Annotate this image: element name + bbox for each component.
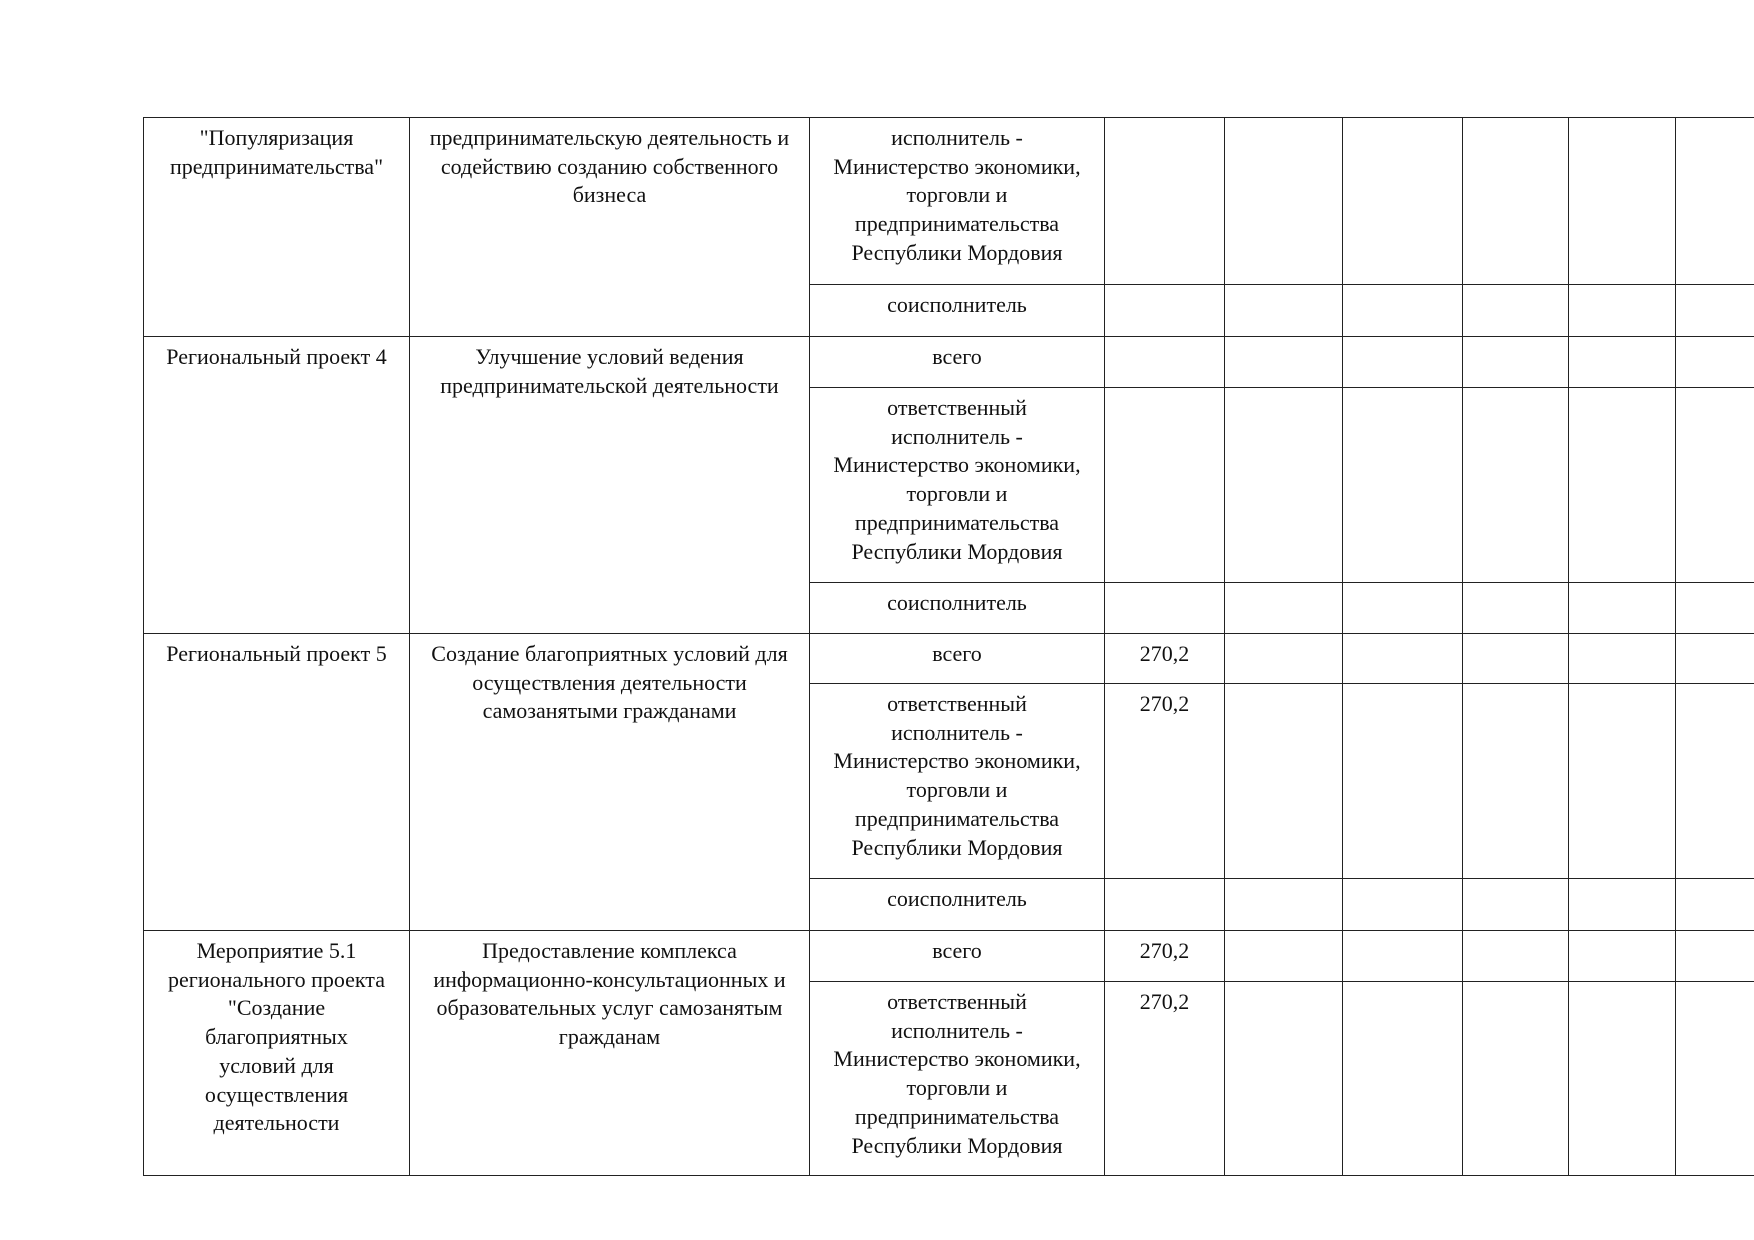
role-cell: всего xyxy=(810,337,1105,388)
empty-cell xyxy=(1343,118,1463,285)
item-name: Региональный проект 4 xyxy=(144,337,410,634)
role-cell: соисполнитель xyxy=(810,285,1105,337)
value-cell xyxy=(1105,285,1225,337)
empty-cell xyxy=(1463,634,1569,684)
empty-cell xyxy=(1225,583,1343,634)
empty-cell xyxy=(1569,388,1676,583)
item-description: Предоставление комплекса информационно-консультационных и образовательных услуг самозанятым гражданам xyxy=(410,931,810,1176)
empty-cell xyxy=(1569,583,1676,634)
empty-cell xyxy=(1463,931,1569,982)
table-row xyxy=(144,634,1754,684)
value-cell: 270,2 xyxy=(1105,982,1225,1176)
empty-cell xyxy=(1569,337,1676,388)
empty-cell xyxy=(1225,634,1343,684)
empty-cell xyxy=(1343,634,1463,684)
empty-cell xyxy=(1225,118,1343,285)
empty-cell xyxy=(1225,982,1343,1176)
empty-cell xyxy=(1569,931,1676,982)
empty-cell xyxy=(1225,879,1343,931)
table-row xyxy=(144,118,1754,285)
empty-cell xyxy=(1676,337,1754,388)
empty-cell xyxy=(1569,118,1676,285)
empty-cell xyxy=(1463,684,1569,879)
empty-cell xyxy=(1463,285,1569,337)
value-cell xyxy=(1105,388,1225,583)
item-name: "Популяризация предпринимательства" xyxy=(144,118,410,337)
budget-table xyxy=(143,117,1754,1176)
empty-cell xyxy=(1225,337,1343,388)
empty-cell xyxy=(1225,388,1343,583)
empty-cell xyxy=(1676,684,1754,879)
role-cell: ответственный исполнитель - Министерство экономики, торговли и предпринимательства Республики Мордовия xyxy=(810,982,1105,1176)
empty-cell xyxy=(1225,931,1343,982)
value-cell: 270,2 xyxy=(1105,684,1225,879)
empty-cell xyxy=(1676,583,1754,634)
empty-cell xyxy=(1463,879,1569,931)
empty-cell xyxy=(1463,337,1569,388)
empty-cell xyxy=(1676,118,1754,285)
item-description: Создание благоприятных условий для осуществления деятельности самозанятыми гражданами xyxy=(410,634,810,931)
role-cell: ответственный исполнитель - Министерство экономики, торговли и предпринимательства Республики Мордовия xyxy=(810,684,1105,879)
empty-cell xyxy=(1343,931,1463,982)
empty-cell xyxy=(1569,879,1676,931)
empty-cell xyxy=(1343,285,1463,337)
empty-cell xyxy=(1676,982,1754,1176)
role-cell: исполнитель - Министерство экономики, торговли и предпринимательства Республики Мордовия xyxy=(810,118,1105,285)
empty-cell xyxy=(1676,931,1754,982)
empty-cell xyxy=(1676,388,1754,583)
empty-cell xyxy=(1463,388,1569,583)
table-row xyxy=(144,337,1754,388)
value-cell xyxy=(1105,583,1225,634)
role-cell: ответственный исполнитель - Министерство экономики, торговли и предпринимательства Республики Мордовия xyxy=(810,388,1105,583)
role-cell: всего xyxy=(810,931,1105,982)
empty-cell xyxy=(1343,982,1463,1176)
item-name: Мероприятие 5.1 регионального проекта "Создание благоприятных условий для осуществления деятельности xyxy=(144,931,410,1176)
value-cell xyxy=(1105,118,1225,285)
value-cell: 270,2 xyxy=(1105,634,1225,684)
empty-cell xyxy=(1463,118,1569,285)
item-description: предпринимательскую деятельность и содействию созданию собственного бизнеса xyxy=(410,118,810,337)
empty-cell xyxy=(1343,388,1463,583)
empty-cell xyxy=(1569,285,1676,337)
empty-cell xyxy=(1676,285,1754,337)
item-description: Улучшение условий ведения предпринимательской деятельности xyxy=(410,337,810,634)
table-row xyxy=(144,931,1754,982)
role-cell: соисполнитель xyxy=(810,879,1105,931)
empty-cell xyxy=(1569,684,1676,879)
empty-cell xyxy=(1343,879,1463,931)
empty-cell xyxy=(1225,684,1343,879)
value-cell xyxy=(1105,879,1225,931)
role-cell: всего xyxy=(810,634,1105,684)
empty-cell xyxy=(1343,684,1463,879)
empty-cell xyxy=(1343,583,1463,634)
empty-cell xyxy=(1225,285,1343,337)
empty-cell xyxy=(1569,634,1676,684)
role-cell: соисполнитель xyxy=(810,583,1105,634)
empty-cell xyxy=(1676,879,1754,931)
value-cell: 270,2 xyxy=(1105,931,1225,982)
empty-cell xyxy=(1463,982,1569,1176)
item-name: Региональный проект 5 xyxy=(144,634,410,931)
empty-cell xyxy=(1343,337,1463,388)
empty-cell xyxy=(1463,583,1569,634)
value-cell xyxy=(1105,337,1225,388)
empty-cell xyxy=(1569,982,1676,1176)
empty-cell xyxy=(1676,634,1754,684)
